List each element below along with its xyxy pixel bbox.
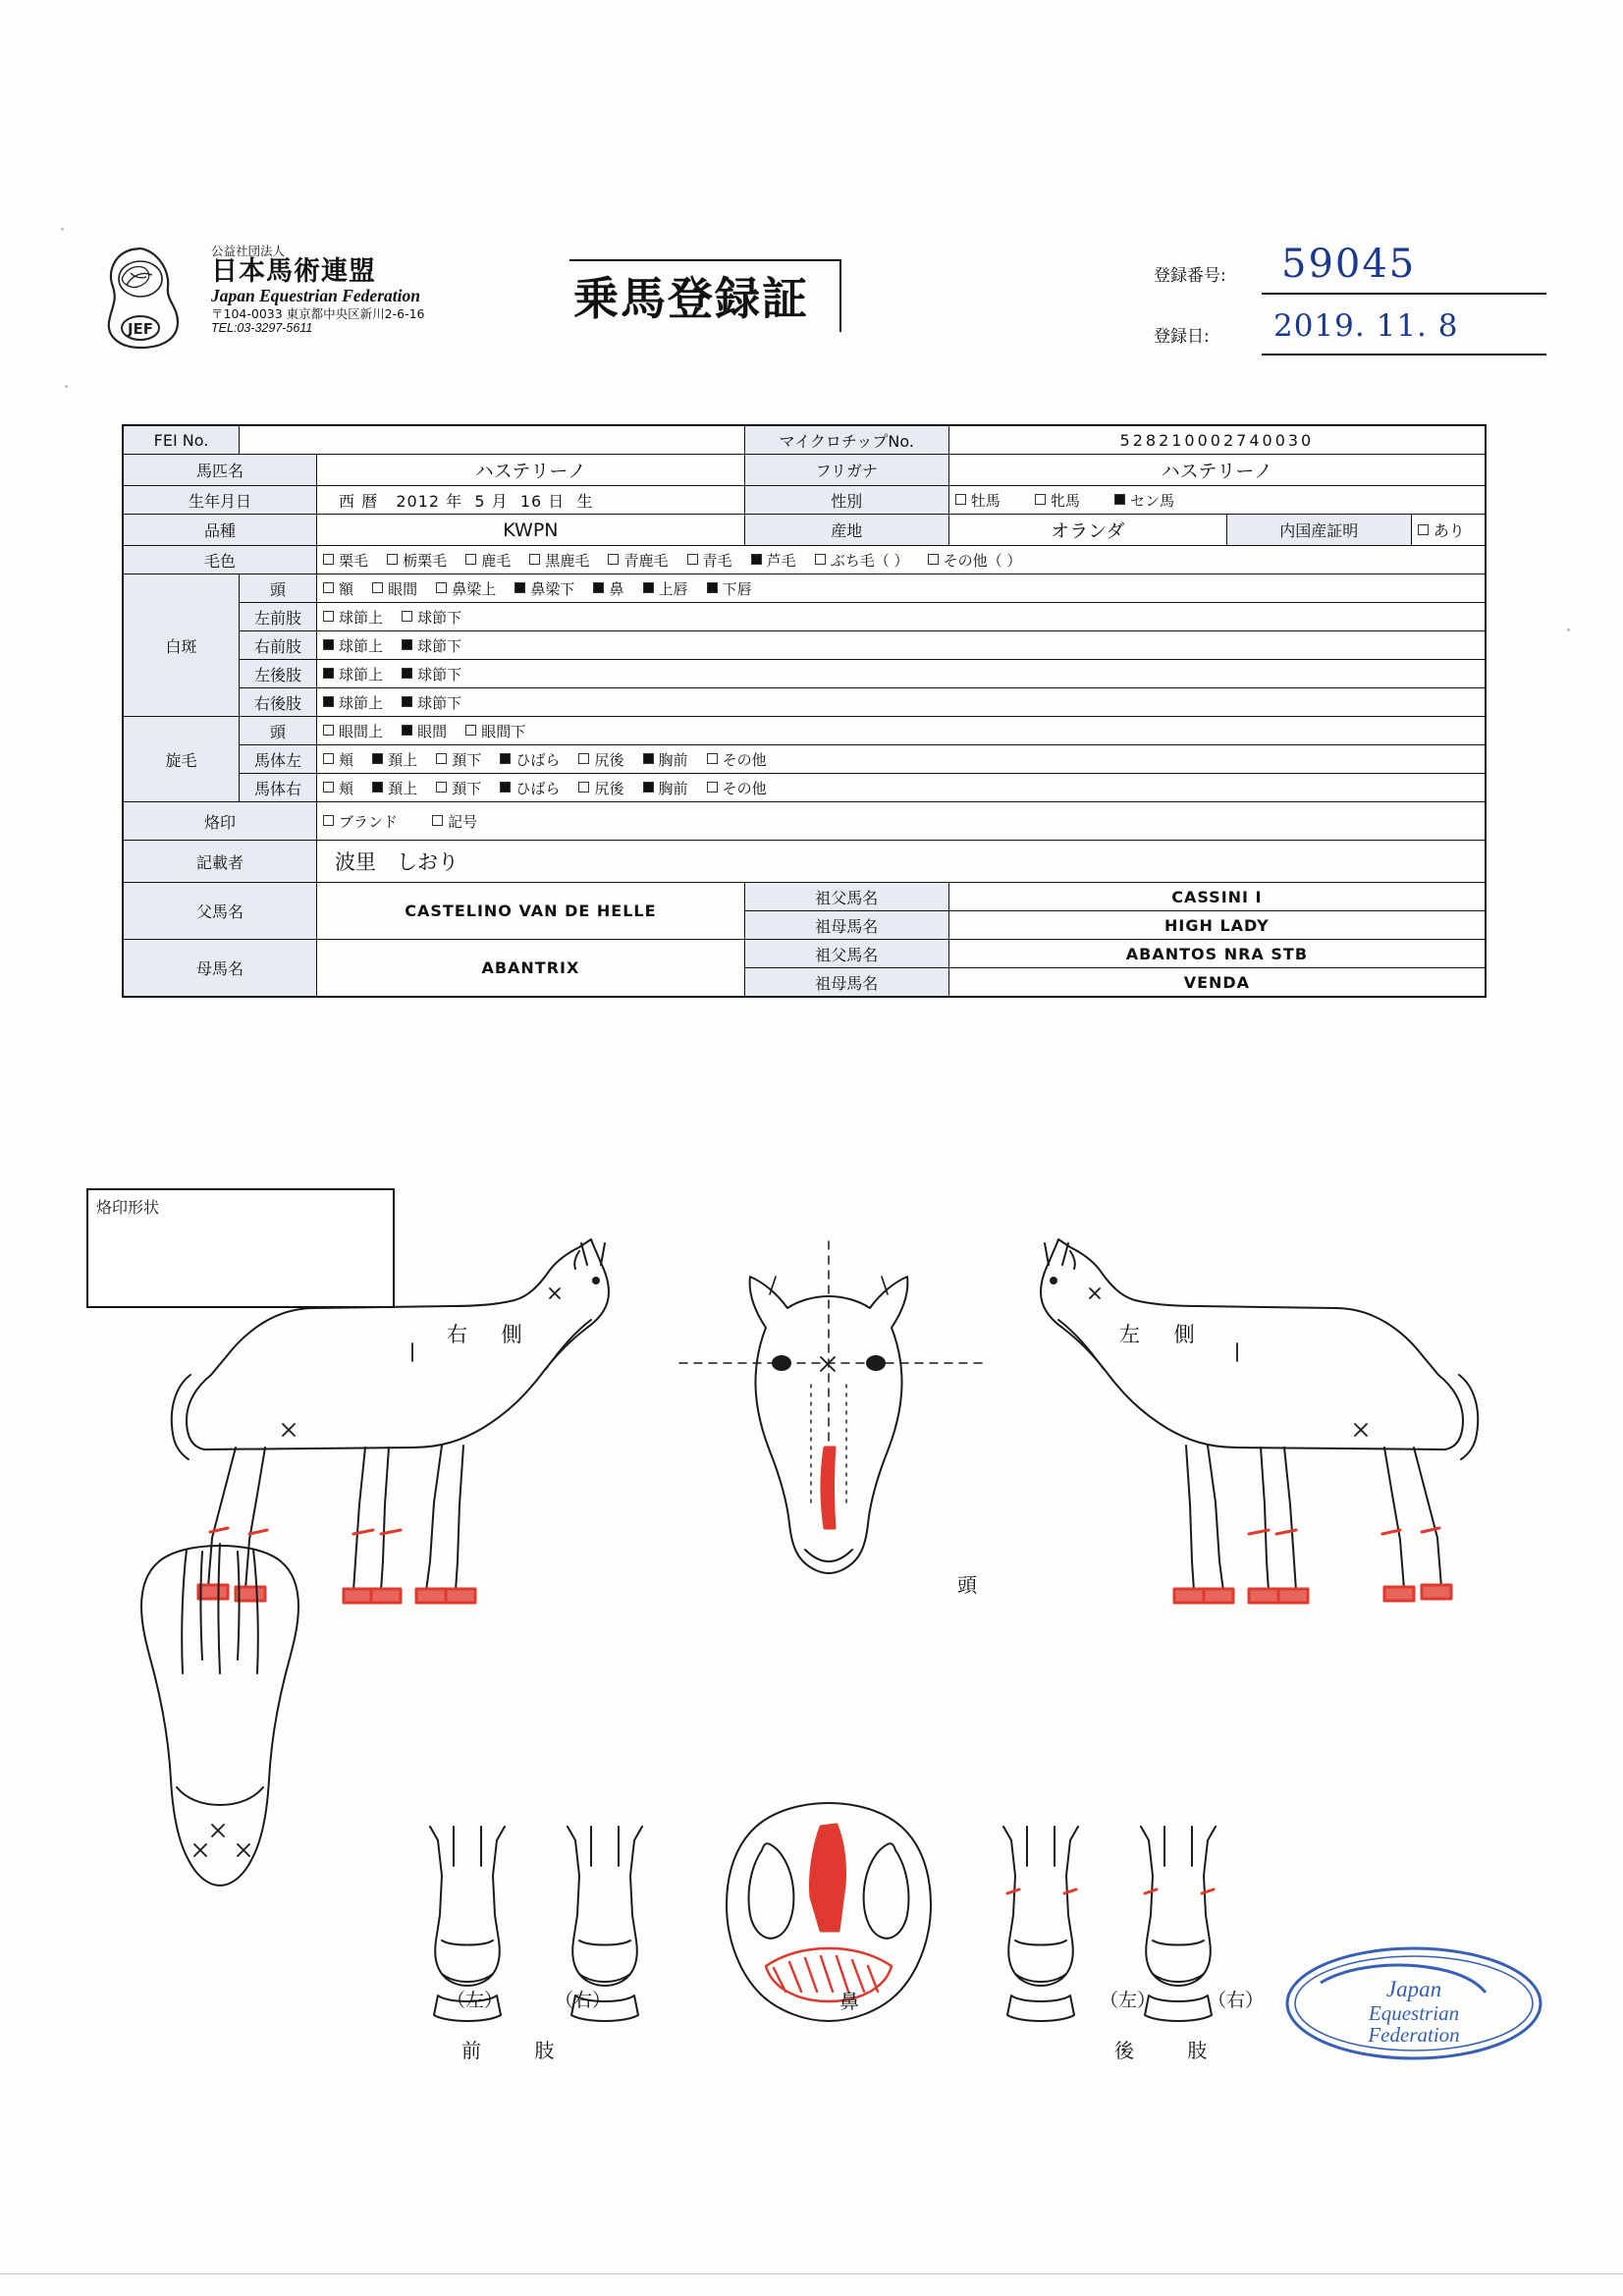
dob-month-unit: 月 bbox=[491, 491, 509, 511]
label-fore-right: （右） bbox=[555, 1990, 612, 2011]
white-left-hind-options bbox=[317, 660, 1487, 688]
registration-number-label: 登録番号: bbox=[1154, 266, 1226, 286]
jef-watermark-stamp bbox=[1281, 1940, 1546, 2067]
table-row-coat bbox=[123, 546, 1486, 574]
whorl-part-head: 頭 bbox=[240, 717, 317, 745]
whorl-left-other[interactable]: その他 bbox=[707, 749, 767, 770]
white-option-nose[interactable]: 鼻 bbox=[593, 578, 623, 599]
svg-text:Federation: Federation bbox=[1368, 2023, 1460, 2047]
horse-name-label: 馬匹名 bbox=[123, 455, 317, 486]
label-hind-left: （左） bbox=[1100, 1990, 1157, 2011]
white-part-left-hind: 左後肢 bbox=[240, 660, 317, 688]
white-option-lower-bridge[interactable]: 鼻梁下 bbox=[514, 578, 574, 599]
table-row-breed bbox=[123, 515, 1486, 546]
whorl-left-hindquarter[interactable]: 尻後 bbox=[578, 749, 623, 770]
table-row-fei bbox=[123, 425, 1486, 455]
white-part-right-fore: 右前肢 bbox=[240, 631, 317, 660]
page-title: 乗馬登録証 bbox=[573, 272, 809, 325]
fei-value bbox=[240, 425, 745, 455]
white-option-upper-bridge[interactable]: 鼻梁上 bbox=[436, 578, 496, 599]
table-row-white-lh bbox=[123, 660, 1486, 688]
table-row-white-rf bbox=[123, 631, 1486, 660]
recorder-value: 波里 しおり bbox=[317, 841, 1487, 883]
whorl-head-options bbox=[317, 717, 1487, 745]
breed-label: 品種 bbox=[123, 515, 317, 546]
dob-day-unit: 日 bbox=[548, 491, 566, 511]
brand-option-brand[interactable]: ブランド bbox=[323, 811, 398, 832]
dam-value: ABANTRIX bbox=[317, 940, 745, 998]
recorder-label: 記載者 bbox=[123, 841, 317, 883]
whorl-right-options bbox=[317, 774, 1487, 802]
origin-value: オランダ bbox=[948, 515, 1226, 546]
table-row-white-lf bbox=[123, 603, 1486, 631]
horse-details-table bbox=[122, 424, 1487, 998]
dam-sire-value: ABANTOS NRA STB bbox=[948, 940, 1486, 968]
dob-value bbox=[317, 486, 745, 515]
whorl-right-flank[interactable]: ひばら bbox=[500, 778, 560, 798]
document-title-box bbox=[569, 259, 841, 332]
domestic-certificate-label: 内国産証明 bbox=[1226, 515, 1411, 546]
page-bottom-rule bbox=[0, 2273, 1623, 2274]
white-rf-below-fetlock[interactable]: 球節下 bbox=[402, 635, 461, 656]
brand-options bbox=[317, 802, 1487, 841]
white-option-lower-lip[interactable]: 下唇 bbox=[707, 578, 752, 599]
coat-option-grey[interactable]: 芦毛 bbox=[751, 550, 796, 571]
table-row-white-rh bbox=[123, 688, 1486, 717]
dob-day: 16 bbox=[519, 491, 543, 511]
dam-label: 母馬名 bbox=[123, 940, 317, 998]
whorl-between-eyes[interactable]: 眼間 bbox=[402, 721, 447, 741]
white-lf-below-fetlock[interactable]: 球節下 bbox=[402, 607, 461, 628]
label-fore-caption: 前 肢 bbox=[461, 2039, 578, 2062]
table-row-dob bbox=[123, 486, 1486, 515]
label-head: 頭 bbox=[957, 1573, 977, 1597]
whorl-right-chest[interactable]: 胸前 bbox=[643, 778, 688, 798]
dob-year: 2012 bbox=[396, 491, 441, 511]
sex-label: 性別 bbox=[744, 486, 948, 515]
registration-number-row bbox=[1154, 244, 1546, 304]
org-address: 〒104-0033 東京都中央区新川2-6-16 bbox=[211, 305, 425, 321]
white-part-right-hind: 右後肢 bbox=[240, 688, 317, 717]
horse-name-value: ハステリーノ bbox=[317, 455, 745, 486]
grandsire-label-sire-side: 祖父馬名 bbox=[744, 883, 948, 911]
sire-label: 父馬名 bbox=[123, 883, 317, 940]
white-lf-above-fetlock[interactable]: 球節上 bbox=[323, 607, 383, 628]
sire-sire-value: CASSINI I bbox=[948, 883, 1486, 911]
white-option-forehead[interactable]: 額 bbox=[323, 578, 353, 599]
org-corporate-type: 公益社団法人 bbox=[211, 245, 286, 258]
coat-option-black[interactable]: 青毛 bbox=[687, 550, 732, 571]
whorl-right-upper-neck[interactable]: 頚上 bbox=[372, 778, 417, 798]
granddam-label-sire-side: 祖母馬名 bbox=[744, 911, 948, 940]
whorl-right-lower-neck[interactable]: 頚下 bbox=[436, 778, 481, 798]
label-left-side: 左 側 bbox=[1119, 1323, 1209, 1346]
svg-text:JEF: JEF bbox=[127, 320, 154, 338]
microchip-label: マイクロチップNo. bbox=[744, 425, 948, 455]
org-name-jp: 日本馬術連盟 bbox=[211, 255, 376, 287]
coat-label: 毛色 bbox=[123, 546, 317, 574]
registration-date-label: 登録日: bbox=[1154, 327, 1210, 347]
label-hind-caption: 後 肢 bbox=[1114, 2039, 1231, 2062]
whorl-label: 旋毛 bbox=[123, 717, 240, 802]
white-option-upper-lip[interactable]: 上唇 bbox=[643, 578, 688, 599]
org-name-en: Japan Equestrian Federation bbox=[211, 286, 420, 306]
whorl-left-cheek[interactable]: 頬 bbox=[323, 749, 353, 770]
coat-option-brown[interactable]: 青鹿毛 bbox=[608, 550, 668, 571]
whorl-left-chest[interactable]: 胸前 bbox=[643, 749, 688, 770]
white-rh-above-fetlock[interactable]: 球節上 bbox=[323, 692, 383, 713]
domestic-certificate-option[interactable]: あり bbox=[1411, 515, 1486, 546]
white-lh-below-fetlock[interactable]: 球節下 bbox=[402, 664, 461, 684]
white-left-fore-options bbox=[317, 603, 1487, 631]
white-rh-below-fetlock[interactable]: 球節下 bbox=[402, 692, 461, 713]
dob-year-unit: 年 bbox=[446, 491, 463, 511]
sex-option-mare[interactable]: 牝馬 bbox=[1035, 490, 1080, 511]
label-right-side: 右 側 bbox=[447, 1323, 536, 1346]
furigana-label: フリガナ bbox=[744, 455, 948, 486]
registration-date-row bbox=[1154, 304, 1546, 365]
whorl-left-options bbox=[317, 745, 1487, 774]
dob-era: 西 暦 bbox=[339, 491, 379, 511]
coat-option-liver-chestnut[interactable]: 栃栗毛 bbox=[387, 550, 447, 571]
table-row-white-head bbox=[123, 574, 1486, 603]
table-row-brand bbox=[123, 802, 1486, 841]
table-row-name bbox=[123, 455, 1486, 486]
brand-shape-label: 烙印形状 bbox=[96, 1198, 160, 1217]
jef-seal-icon bbox=[93, 244, 209, 352]
document-header bbox=[93, 244, 1546, 381]
whorl-part-body-left: 馬体左 bbox=[240, 745, 317, 774]
sex-option-stallion[interactable]: 牡馬 bbox=[955, 490, 1001, 511]
org-telephone: TEL:03-3297-5611 bbox=[211, 321, 313, 336]
coat-option-spotted[interactable]: ぶち毛（ ） bbox=[815, 550, 909, 571]
dob-month: 5 bbox=[474, 491, 486, 511]
whorl-below-eyes[interactable]: 眼間下 bbox=[465, 721, 525, 741]
coat-option-bay[interactable]: 鹿毛 bbox=[465, 550, 511, 571]
label-nose: 鼻 bbox=[839, 1990, 859, 2013]
dam-dam-value: VENDA bbox=[948, 968, 1486, 998]
white-option-between-eyes[interactable]: 眼間 bbox=[372, 578, 417, 599]
sire-value: CASTELINO VAN DE HELLE bbox=[317, 883, 745, 940]
label-hind-right: （右） bbox=[1208, 1990, 1265, 2011]
svg-text:Equestrian: Equestrian bbox=[1368, 2001, 1460, 2025]
granddam-label-dam-side: 祖母馬名 bbox=[744, 968, 948, 998]
table-row-whorl-head bbox=[123, 717, 1486, 745]
sex-options bbox=[948, 486, 1486, 515]
white-right-hind-options bbox=[317, 688, 1487, 717]
table-row-recorder bbox=[123, 841, 1486, 883]
coat-option-dark-bay[interactable]: 黒鹿毛 bbox=[529, 550, 589, 571]
whorl-left-lower-neck[interactable]: 頚下 bbox=[436, 749, 481, 770]
whorl-above-eyes[interactable]: 眼間上 bbox=[323, 721, 383, 741]
brand-option-symbol[interactable]: 記号 bbox=[432, 811, 477, 832]
dob-label: 生年月日 bbox=[123, 486, 317, 515]
registration-number-value: 59045 bbox=[1281, 242, 1417, 287]
registration-date-rule bbox=[1262, 354, 1546, 355]
sex-option-gelding[interactable]: セン馬 bbox=[1114, 490, 1174, 511]
coat-option-chestnut[interactable]: 栗毛 bbox=[323, 550, 368, 571]
horse-left-side-figure bbox=[1041, 1239, 1478, 1603]
white-lh-above-fetlock[interactable]: 球節上 bbox=[323, 664, 383, 684]
sire-dam-value: HIGH LADY bbox=[948, 911, 1486, 940]
table-row-whorl-left bbox=[123, 745, 1486, 774]
whorl-right-hindquarter[interactable]: 尻後 bbox=[578, 778, 623, 798]
horse-right-side-figure bbox=[172, 1239, 609, 1603]
coat-options bbox=[317, 546, 1487, 574]
table-row-dam-sire bbox=[123, 940, 1486, 968]
white-markings-label: 白斑 bbox=[123, 574, 240, 717]
whorl-left-upper-neck[interactable]: 頚上 bbox=[372, 749, 417, 770]
registration-number-rule bbox=[1262, 293, 1546, 295]
svg-text:Japan: Japan bbox=[1385, 1977, 1442, 2001]
breed-value: KWPN bbox=[317, 515, 745, 546]
whorl-right-other[interactable]: その他 bbox=[707, 778, 767, 798]
dob-suffix: 生 bbox=[576, 491, 594, 511]
white-part-left-fore: 左前肢 bbox=[240, 603, 317, 631]
furigana-value: ハステリーノ bbox=[948, 455, 1486, 486]
whorl-right-cheek[interactable]: 頬 bbox=[323, 778, 353, 798]
origin-label: 産地 bbox=[744, 515, 948, 546]
white-part-head: 頭 bbox=[240, 574, 317, 603]
grandsire-label-dam-side: 祖父馬名 bbox=[744, 940, 948, 968]
white-right-fore-options bbox=[317, 631, 1487, 660]
coat-option-other[interactable]: その他（ ） bbox=[928, 550, 1022, 571]
white-head-options bbox=[317, 574, 1487, 603]
whorl-left-flank[interactable]: ひばら bbox=[500, 749, 560, 770]
organization-block bbox=[211, 246, 565, 337]
registration-info bbox=[1154, 244, 1546, 365]
label-fore-left: （左） bbox=[447, 1990, 504, 2011]
white-rf-above-fetlock[interactable]: 球節上 bbox=[323, 635, 383, 656]
brand-label: 烙印 bbox=[123, 802, 317, 841]
registration-date-value: 2019. 11. 8 bbox=[1273, 308, 1459, 344]
table-row-whorl-right bbox=[123, 774, 1486, 802]
whorl-part-body-right: 馬体右 bbox=[240, 774, 317, 802]
table-row-sire-sire bbox=[123, 883, 1486, 911]
microchip-value: 528210002740030 bbox=[948, 425, 1486, 455]
fei-label: FEI No. bbox=[123, 425, 240, 455]
